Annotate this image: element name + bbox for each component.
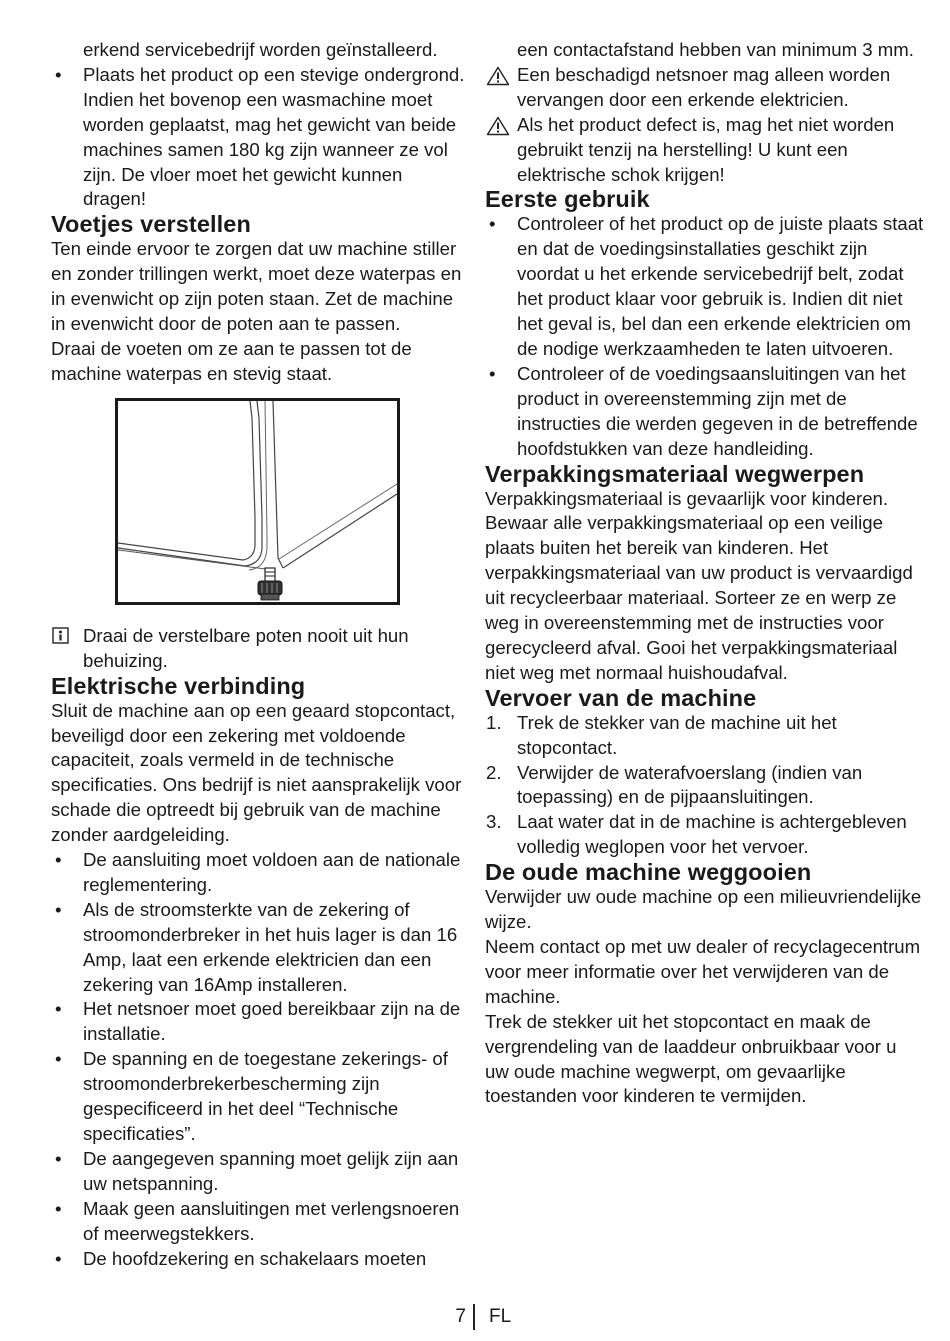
bullet-item-floor: [51, 63, 465, 212]
bullet-marker: •: [55, 1197, 62, 1219]
heading-feet-adjust: Voetjes verstellen: [51, 211, 251, 238]
paragraph-disposal-1: Verwijder uw oude machine op een milieuvriendelijke wijze.: [485, 886, 922, 933]
language-code: FL: [489, 1306, 512, 1327]
note-text: Draai de verstelbare poten nooit uit hun behuizing.: [83, 624, 409, 671]
step-text: Laat water dat in de machine is achtergebleven volledig weglopen voor het vervoer.: [517, 811, 907, 858]
bullet-text: Controleer of de voedingsaansluitingen van het product in overeenstemming zijn met de instructies die werden gegeven in de betreffende hoofdstukken van deze handleiding.: [517, 362, 918, 459]
warning-text: Een beschadigd netsnoer mag alleen worden vervangen door een erkende elektricien.: [517, 63, 891, 110]
warning-item: [485, 63, 925, 113]
numbered-item: [485, 711, 925, 761]
bullet-item-electrical: [51, 1047, 465, 1147]
warning-text: Als het product defect is, mag het niet worden gebruikt tenzij na herstelling! U kunt een elektrische schok krijgen!: [517, 113, 895, 185]
bullet-item-electrical: [51, 848, 465, 898]
page-number: 7: [455, 1306, 466, 1327]
bullet-text: Controleer of het product op de juiste plaats staat en dat de voedingsinstallaties geschikt zijn voordat u het erkende servicebedrijf belt, zodat het product klaar voor gebruik is. Indien dit niet het geval is, bel dan een erkende elektricien om de nodige werkzaamheden te laten uitvoeren.: [517, 213, 924, 359]
bullet-item-electrical: [51, 1147, 465, 1197]
note-feet: [51, 624, 465, 674]
bullet-text: De spanning en de toegestane zekerings- of stroomonderbrekerbescherming zijn gespecificeerd in het deel “Technische specificaties”.: [83, 1048, 448, 1144]
step-number: 1.: [486, 711, 502, 733]
bullet-marker: •: [55, 849, 62, 871]
paragraph-disposal-3: Trek de stekker uit het stopcontact en maak de vergrendeling van de laaddeur onbruikbaar voor u uw oude machine wegwerpt, om gevaarlijke toestanden voor kinderen te vermijden.: [485, 1010, 897, 1107]
paragraph-packaging: Verpakkingsmateriaal is gevaarlijk voor kinderen. Bewaar alle verpakkingsmateriaal op een veilige plaats buiten het bereik van kinderen. Het verpakkingsmateriaal van uw product is vervaardigd uit recycleerbaar materiaal. Sorteer ze en werp ze weg in overeenstemming met de instructies voor gerecycleerd afval. Gooi het verpakkingsmateriaal niet weg met normaal huishoudafval.: [485, 487, 913, 683]
left-column: [51, 38, 465, 1271]
bullet-item-first-use: [485, 212, 925, 361]
footer-divider: [473, 1304, 475, 1330]
paragraph-disposal-2: Neem contact op met uw dealer of recyclagecentrum voor meer informatie over het verwijderen van de machine.: [485, 936, 921, 1007]
bullet-text: De hoofdzekering en schakelaars moeten: [83, 1247, 427, 1269]
warning-triangle-icon: [486, 116, 510, 136]
heading-transport: Vervoer van de machine: [485, 684, 757, 711]
right-column: [485, 38, 925, 1109]
bullet-marker: •: [489, 362, 496, 384]
paragraph-feet-2: Draai de voeten om ze aan te passen tot de machine waterpas en stevig staat.: [51, 337, 412, 384]
warning-triangle-icon: [486, 66, 510, 86]
bullet-marker: •: [489, 213, 496, 235]
bullet-item-first-use: [485, 362, 925, 462]
warning-item: [485, 113, 925, 188]
heading-packaging: Verpakkingsmateriaal wegwerpen: [485, 460, 865, 487]
step-number: 2.: [486, 761, 502, 783]
heading-disposal: De oude machine weggooien: [485, 859, 812, 886]
bullet-marker: •: [55, 1247, 62, 1269]
heading-electrical: Elektrische verbinding: [51, 672, 306, 699]
page-footer: [0, 1303, 950, 1333]
bullet-text: Het netsnoer moet goed bereikbaar zijn na de installatie.: [83, 998, 461, 1045]
continued-text: een contactafstand hebben van minimum 3 mm.: [517, 39, 914, 60]
bullet-marker: •: [55, 1048, 62, 1070]
step-text: Verwijder de waterafvoerslang (indien van toepassing) en de pijpaansluitingen.: [517, 761, 863, 808]
bullet-item-electrical: [51, 898, 465, 998]
numbered-item: [485, 761, 925, 811]
bullet-item-electrical: [51, 1197, 465, 1247]
paragraph-feet-1: Ten einde ervoor te zorgen dat uw machine stiller en zonder trillingen werkt, moet deze waterpas en in evenwicht op zijn poten staan. Zet de machine in evenwicht door de poten aan te passen.: [51, 238, 462, 335]
bullet-text: Plaats het product op een stevige ondergrond. Indien het bovenop een wasmachine moet worden geplaatst, mag het gewicht van beide machines samen 180 kg zijn wanneer ze vol zijn. De vloer moet het gewicht kunnen dragen!: [83, 63, 465, 210]
paragraph-electrical: Sluit de machine aan op een geaard stopcontact, beveiligd door een zekering met voldoende capaciteit, zoals vermeld in de technische specificaties. Ons bedrijf is niet aansprakelijk voor schade die optreedt bij gebruik van de machine zonder aardgeleiding.: [51, 699, 462, 846]
step-number: 3.: [486, 811, 502, 833]
info-note-icon: [52, 627, 69, 644]
bullet-item-electrical: [51, 1247, 465, 1272]
bullet-marker: •: [55, 998, 62, 1020]
step-text: Trek de stekker van de machine uit het stopcontact.: [517, 711, 837, 758]
bullet-marker: •: [55, 898, 62, 920]
adjustable-feet-illustration: [115, 398, 400, 605]
heading-first-use: Eerste gebruik: [485, 186, 650, 213]
bullet-text: Als de stroomsterkte van de zekering of stroomonderbreker in het huis lager is dan 16 Amp, laat een erkende elektricien dan een zekering van 16Amp installeren.: [83, 898, 458, 995]
bullet-text: De aangegeven spanning moet gelijk zijn aan uw netspanning.: [83, 1147, 459, 1194]
bullet-marker: •: [55, 63, 62, 85]
bullet-marker: •: [55, 1147, 62, 1169]
bullet-item-electrical: [51, 997, 465, 1047]
bullet-text: De aansluiting moet voldoen aan de nationale reglementering.: [83, 849, 461, 895]
continued-text: erkend servicebedrijf worden geïnstalleerd.: [83, 39, 438, 60]
machine-foot-drawing: [115, 398, 400, 605]
numbered-item: [485, 810, 925, 860]
bullet-text: Maak geen aansluitingen met verlengsnoeren of meerwegstekkers.: [83, 1197, 460, 1244]
